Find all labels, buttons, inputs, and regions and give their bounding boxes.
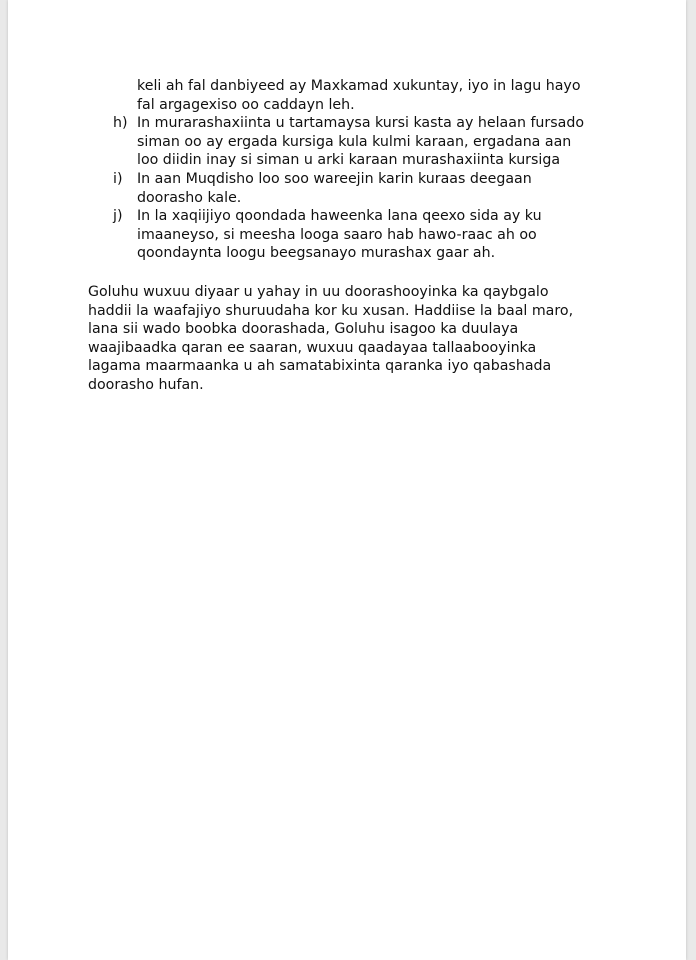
text-line: siman oo ay ergada kursiga kula kulmi karaan, ergadana aan	[137, 133, 572, 150]
list-item-continuation	[113, 77, 648, 114]
list-marker: h)	[113, 115, 128, 132]
text-line: lana sii wado boobka doorashada, Goluhu isagoo ka duulaya	[88, 321, 519, 338]
text-line: fal argagexiso oo caddayn leh.	[137, 96, 355, 113]
closing-paragraph	[88, 283, 648, 395]
text-line: haddii la waafajiyo shuruudaha kor ku xusan. Haddiise la baal maro,	[88, 302, 574, 319]
text-line: doorasho hufan.	[88, 376, 204, 393]
document-body	[88, 77, 648, 395]
text-line: In murarashaxiinta u tartamaysa kursi kasta ay helaan fursado	[137, 115, 585, 132]
list-marker: j)	[113, 208, 123, 225]
text-line: Goluhu wuxuu diyaar u yahay in uu doorashooyinka ka qaybgalo	[88, 283, 549, 300]
document-page	[8, 0, 686, 960]
list-item-h	[113, 114, 648, 170]
numbered-list	[113, 77, 648, 263]
list-item-i	[113, 170, 648, 207]
text-line: In aan Muqdisho loo soo wareejin karin kuraas deegaan	[137, 170, 532, 187]
text-line: doorasho kale.	[137, 189, 242, 206]
text-line: keli ah fal danbiyeed ay Maxkamad xukuntay, iyo in lagu hayo	[137, 78, 581, 94]
list-marker: i)	[113, 170, 123, 187]
text-line: In la xaqiijiyo qoondada haweenka lana qeexo sida ay ku	[137, 208, 542, 225]
list-item-j	[113, 207, 648, 263]
text-line: imaaneyso, si meesha looga saaro hab hawo-raac ah oo	[137, 226, 537, 243]
text-line: qoondaynta loogu beegsanayo murashax gaar ah.	[137, 245, 496, 262]
text-line: lagama maarmaanka u ah samatabixinta qaranka iyo qabashada	[88, 358, 552, 375]
text-line: loo diidin inay si siman u arki karaan murashaxiinta kursiga	[137, 152, 561, 169]
text-line: waajibaadka qaran ee saaran, wuxuu qaadayaa tallaabooyinka	[88, 339, 537, 356]
